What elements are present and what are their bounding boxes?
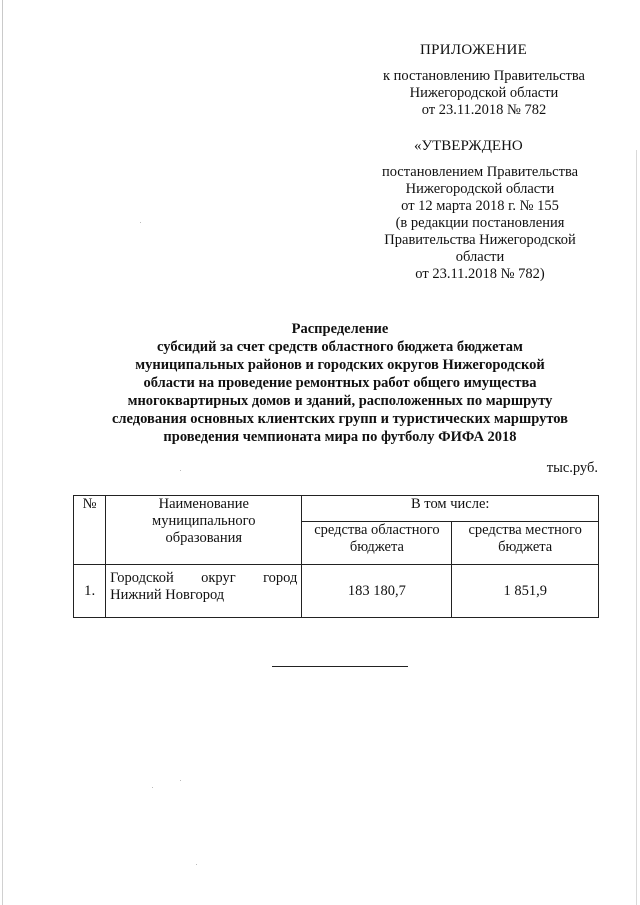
table-row — [74, 565, 599, 618]
appendix-reference — [360, 68, 608, 119]
header-line: бюджета — [349, 539, 404, 555]
scan-speck — [180, 470, 181, 471]
document-title — [70, 320, 610, 446]
row-municipality — [106, 565, 302, 618]
header-local-budget — [452, 522, 599, 565]
title-line: Распределение — [291, 321, 389, 337]
row-municipality-line1 — [110, 570, 297, 587]
header-line: средства местного — [468, 522, 582, 538]
approved-title: «УТВЕРЖДЕНО — [414, 138, 523, 154]
approved-line: области — [455, 249, 505, 265]
approved-line: постановлением Правительства — [381, 164, 579, 180]
appendix-line: Нижегородской области — [409, 85, 559, 101]
title-line: многоквартирных домов и зданий, расположенных по маршруту — [127, 393, 553, 409]
scan-speck — [196, 864, 197, 865]
header-number: № — [74, 496, 106, 565]
appendix-line: к постановлению Правительства — [383, 68, 585, 84]
approved-line: Нижегородской области — [405, 181, 555, 197]
approved-line: от 12 марта 2018 г. № 155 — [401, 198, 559, 214]
appendix-line: от 23.11.2018 № 782 — [421, 102, 547, 118]
appendix-title: ПРИЛОЖЕНИЕ — [420, 42, 528, 58]
title-line: следования основных клиентских групп и туристических маршрутов — [111, 411, 568, 427]
scan-speck — [180, 780, 181, 781]
approved-line: (в редакции постановления — [395, 215, 565, 231]
header-line: средства областного — [314, 522, 440, 538]
approved-line: Правительства Нижегородской — [384, 232, 576, 248]
header-line: образования — [165, 530, 243, 546]
row-municipality-line2: Нижний Новгород — [110, 587, 225, 603]
header-line: Наименование — [158, 496, 249, 512]
scan-speck — [152, 787, 153, 788]
closing-separator-line — [272, 666, 408, 667]
units-label: тыс.руб. — [546, 460, 598, 476]
title-line: муниципальных районов и городских округов Нижегородской — [135, 357, 545, 373]
word: город — [263, 570, 298, 586]
approved-line: от 23.11.2018 № 782) — [415, 266, 545, 282]
scan-speck — [140, 222, 141, 223]
table-header-row — [74, 496, 599, 522]
row-number: 1. — [74, 565, 106, 618]
distribution-table — [73, 495, 599, 618]
word: округ — [201, 570, 236, 586]
row-regional-budget: 183 180,7 — [302, 565, 452, 618]
header-line: муниципального — [152, 513, 256, 529]
header-line: бюджета — [498, 539, 553, 555]
header-municipality — [106, 496, 302, 565]
header-including: В том числе: — [302, 496, 599, 522]
approved-reference — [350, 164, 610, 283]
title-line: субсидий за счет средств областного бюджета бюджетам — [157, 339, 523, 355]
scan-edge-left — [2, 0, 3, 905]
header-regional-budget — [302, 522, 452, 565]
scan-edge-right — [636, 150, 637, 905]
title-line: области на проведение ремонтных работ общего имущества — [143, 375, 537, 391]
word: Городской — [110, 570, 174, 586]
title-line: проведения чемпионата мира по футболу ФИФА 2018 — [163, 429, 517, 445]
row-local-budget: 1 851,9 — [452, 565, 599, 618]
